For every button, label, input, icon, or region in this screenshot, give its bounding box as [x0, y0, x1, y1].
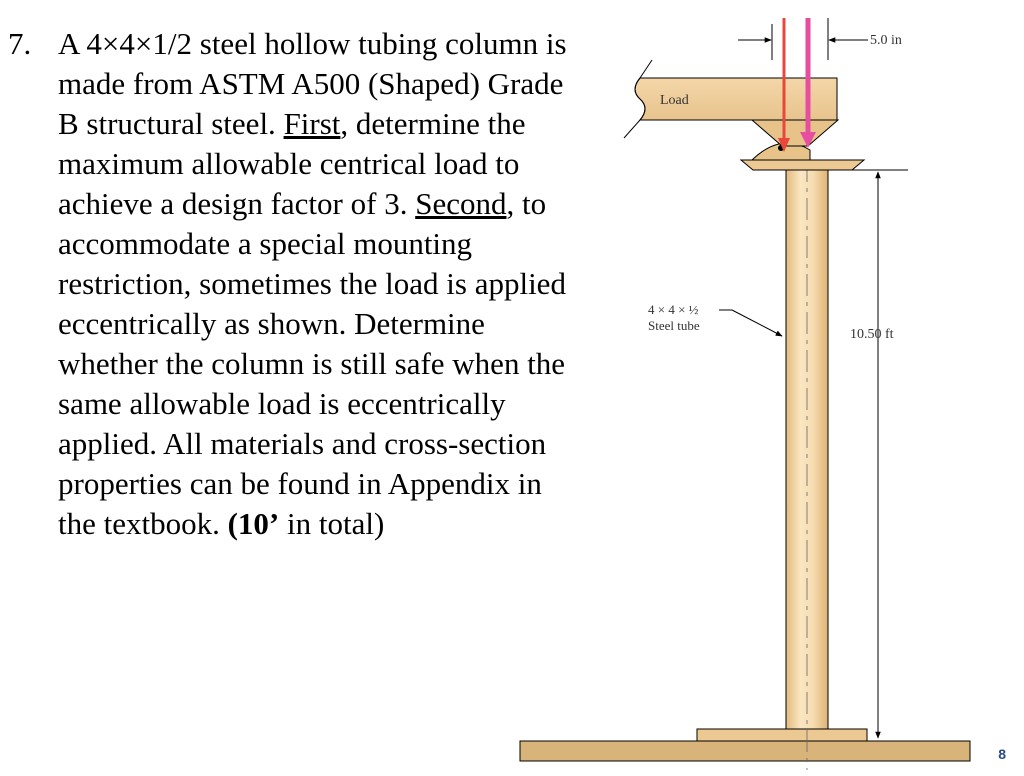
first-keyword: First: [283, 106, 341, 141]
base-plate: [697, 729, 867, 741]
problem-second-part: , to accommodate a special mounting restriction, sometimes the load is applied eccentrically as shown. Determine whether the column is still safe when the same allowable load is eccentrically applied. All materials and cross-section properties can be found in Appendix in the textbook.: [58, 186, 566, 541]
height-label: 10.50 ft: [850, 327, 894, 342]
second-keyword: Second: [415, 186, 507, 221]
eccentricity-label: 5.0 in: [870, 33, 902, 48]
tube-label-material: Steel tube: [648, 318, 700, 333]
points-tail: in total): [279, 506, 385, 541]
load-label: Load: [660, 93, 689, 108]
tube-leader-line: [732, 310, 782, 336]
page-number: 8: [998, 746, 1006, 762]
ground-plate: [520, 741, 970, 761]
problem-number: 7.: [8, 26, 32, 61]
tube-label-size: 4 × 4 × ½: [648, 302, 699, 317]
load-seat: [752, 120, 838, 146]
problem-intro: A 4×4×1/2 steel hollow tubing column is made from ASTM A500 (Shaped) Grade B structural steel.: [58, 26, 567, 141]
problem-first-part: , determine the maximum allowable centrical load to achieve a design factor of 3.: [58, 106, 526, 221]
points-value: (10’: [227, 506, 280, 541]
bearing-block: [741, 160, 864, 170]
